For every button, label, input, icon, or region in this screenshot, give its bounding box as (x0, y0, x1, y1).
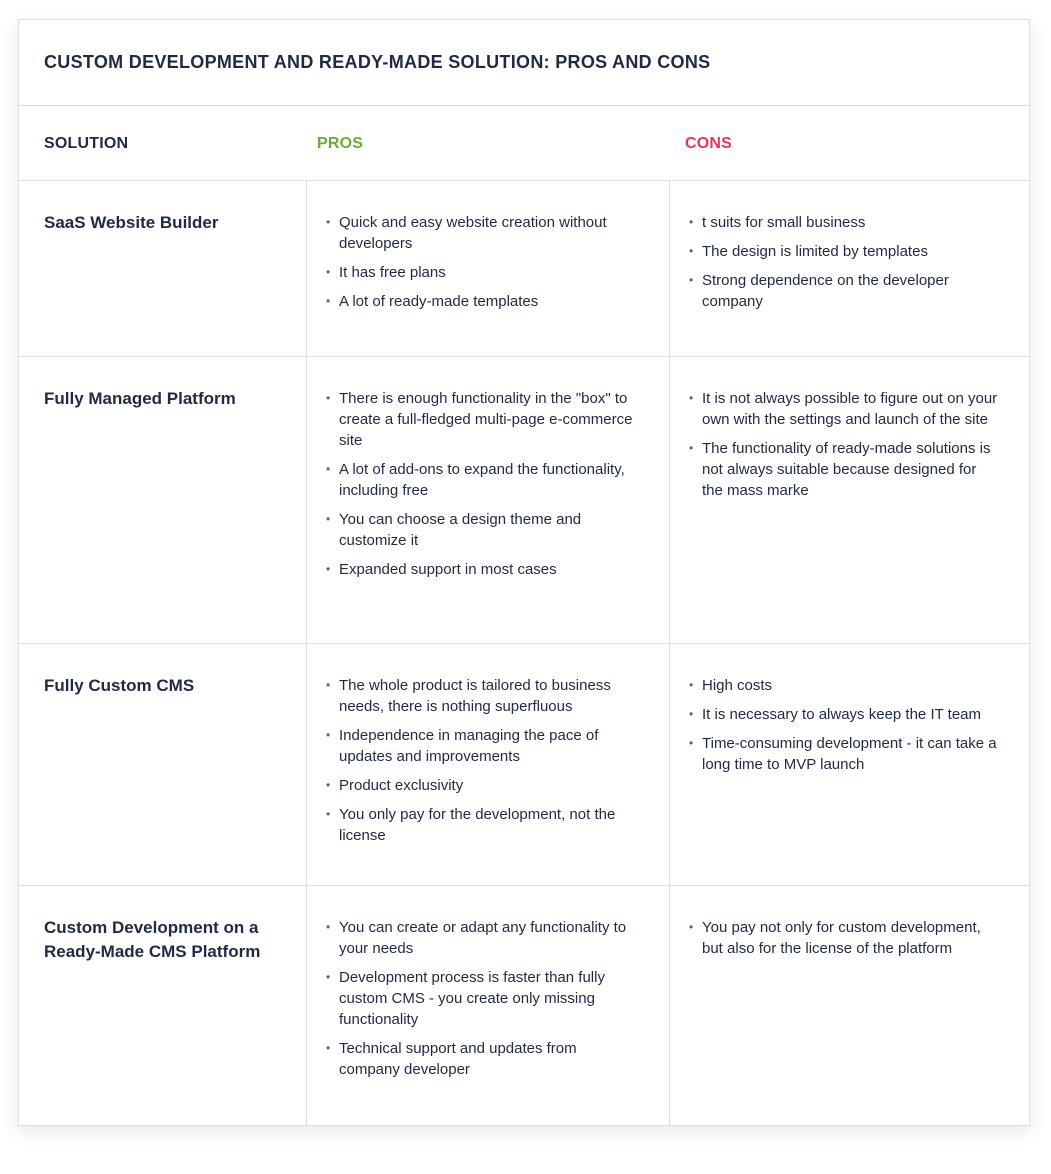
pros-item (324, 675, 639, 717)
bullet-icon: • (326, 562, 331, 576)
bullet-icon: • (326, 728, 331, 742)
cons-item-text: It is not always possible to figure out on your own with the settings and launch of the site (702, 390, 998, 428)
cons-cell (670, 357, 1031, 643)
solution-cell (19, 181, 307, 356)
bullet-icon: • (326, 512, 331, 526)
cons-item (687, 388, 1001, 430)
pros-item-text: It has free plans (339, 264, 446, 281)
header-row (19, 106, 1029, 181)
pros-item-text: A lot of add-ons to expand the functionality, including free (339, 461, 625, 499)
cons-item-text: t suits for small business (702, 214, 866, 231)
pros-item (324, 917, 639, 959)
pros-item-text: Development process is faster than fully custom CMS - you create only missing functionality (339, 969, 605, 1028)
cons-cell (670, 886, 1031, 1127)
bullet-icon: • (326, 678, 331, 692)
solution-name: SaaS Website Builder (44, 213, 219, 232)
bullet-icon: • (326, 778, 331, 792)
pros-list (324, 675, 639, 846)
bullet-icon: • (326, 294, 331, 308)
cons-item (687, 212, 1001, 233)
pros-item (324, 967, 639, 1030)
bullet-icon: • (689, 441, 694, 455)
solution-cell (19, 644, 307, 885)
pros-item-text: The whole product is tailored to business needs, there is nothing superfluous (339, 677, 611, 715)
pros-item (324, 388, 639, 451)
bullet-icon: • (326, 391, 331, 405)
pros-cell (307, 886, 670, 1127)
solution-name: Fully Managed Platform (44, 389, 236, 408)
bullet-icon: • (326, 265, 331, 279)
pros-item (324, 509, 639, 551)
cons-list (687, 212, 1001, 312)
cons-item-text: The design is limited by templates (702, 243, 928, 260)
bullet-icon: • (689, 244, 694, 258)
table-title-bar (19, 20, 1029, 106)
cons-item (687, 270, 1001, 312)
bullet-icon: • (326, 807, 331, 821)
bullet-icon: • (326, 215, 331, 229)
bullet-icon: • (689, 678, 694, 692)
cons-item (687, 438, 1001, 501)
bullet-icon: • (689, 920, 694, 934)
bullet-icon: • (689, 273, 694, 287)
cons-item (687, 675, 1001, 696)
cons-item-text: You pay not only for custom development, but also for the license of the platform (702, 919, 981, 957)
solution-cell (19, 357, 307, 643)
cons-list (687, 917, 1001, 959)
cons-item (687, 917, 1001, 959)
pros-cell (307, 357, 670, 643)
cons-item-text: High costs (702, 677, 773, 694)
pros-item (324, 775, 639, 796)
pros-item-text: There is enough functionality in the "box" to create a full-fledged multi-page e-commerce site (339, 390, 633, 449)
cons-item-text: Time-consuming development - it can take a long time to MVP launch (702, 735, 997, 773)
pros-item-text: Technical support and updates from company developer (339, 1040, 577, 1078)
bullet-icon: • (689, 391, 694, 405)
pros-item (324, 725, 639, 767)
comparison-table (18, 19, 1030, 1126)
header-solution: SOLUTION (44, 134, 129, 152)
bullet-icon: • (326, 970, 331, 984)
cons-list (687, 675, 1001, 775)
pros-list (324, 388, 639, 580)
table-row (19, 181, 1029, 357)
cons-item (687, 733, 1001, 775)
bullet-icon: • (326, 1041, 331, 1055)
pros-item-text: Product exclusivity (339, 777, 464, 794)
bullet-icon: • (326, 920, 331, 934)
pros-item-text: A lot of ready-made templates (339, 293, 539, 310)
table-title: CUSTOM DEVELOPMENT AND READY-MADE SOLUTION: PROS AND CONS (44, 52, 711, 72)
cons-cell (670, 181, 1031, 356)
header-cons: CONS (685, 134, 733, 152)
pros-item (324, 262, 639, 283)
pros-item-text: You can create or adapt any functionality to your needs (339, 919, 627, 957)
pros-item (324, 291, 639, 312)
table-row (19, 357, 1029, 644)
cons-item (687, 704, 1001, 725)
cons-item-text: It is necessary to always keep the IT team (702, 706, 982, 723)
cons-item (687, 241, 1001, 262)
pros-cell (307, 181, 670, 356)
cons-list (687, 388, 1001, 501)
pros-item (324, 459, 639, 501)
solution-name: Custom Development on a Ready-Made CMS Platform (44, 918, 261, 961)
pros-item-text: You only pay for the development, not the license (339, 806, 616, 844)
pros-item-text: Quick and easy website creation without developers (339, 214, 607, 252)
table-row (19, 644, 1029, 886)
pros-item-text: Expanded support in most cases (339, 561, 557, 578)
bullet-icon: • (689, 707, 694, 721)
solution-name: Fully Custom CMS (44, 676, 195, 695)
pros-item (324, 1038, 639, 1080)
pros-item (324, 212, 639, 254)
pros-item (324, 559, 639, 580)
pros-item-text: You can choose a design theme and customize it (339, 511, 582, 549)
table-row (19, 886, 1029, 1127)
pros-list (324, 917, 639, 1080)
pros-list (324, 212, 639, 312)
bullet-icon: • (326, 462, 331, 476)
solution-cell (19, 886, 307, 1127)
pros-cell (307, 644, 670, 885)
bullet-icon: • (689, 736, 694, 750)
cons-item-text: The functionality of ready-made solutions is not always suitable because designed for the mass marke (702, 440, 991, 499)
pros-item-text: Independence in managing the pace of updates and improvements (339, 727, 599, 765)
cons-item-text: Strong dependence on the developer company (702, 272, 949, 310)
pros-item (324, 804, 639, 846)
bullet-icon: • (689, 215, 694, 229)
cons-cell (670, 644, 1031, 885)
header-pros: PROS (317, 134, 364, 152)
